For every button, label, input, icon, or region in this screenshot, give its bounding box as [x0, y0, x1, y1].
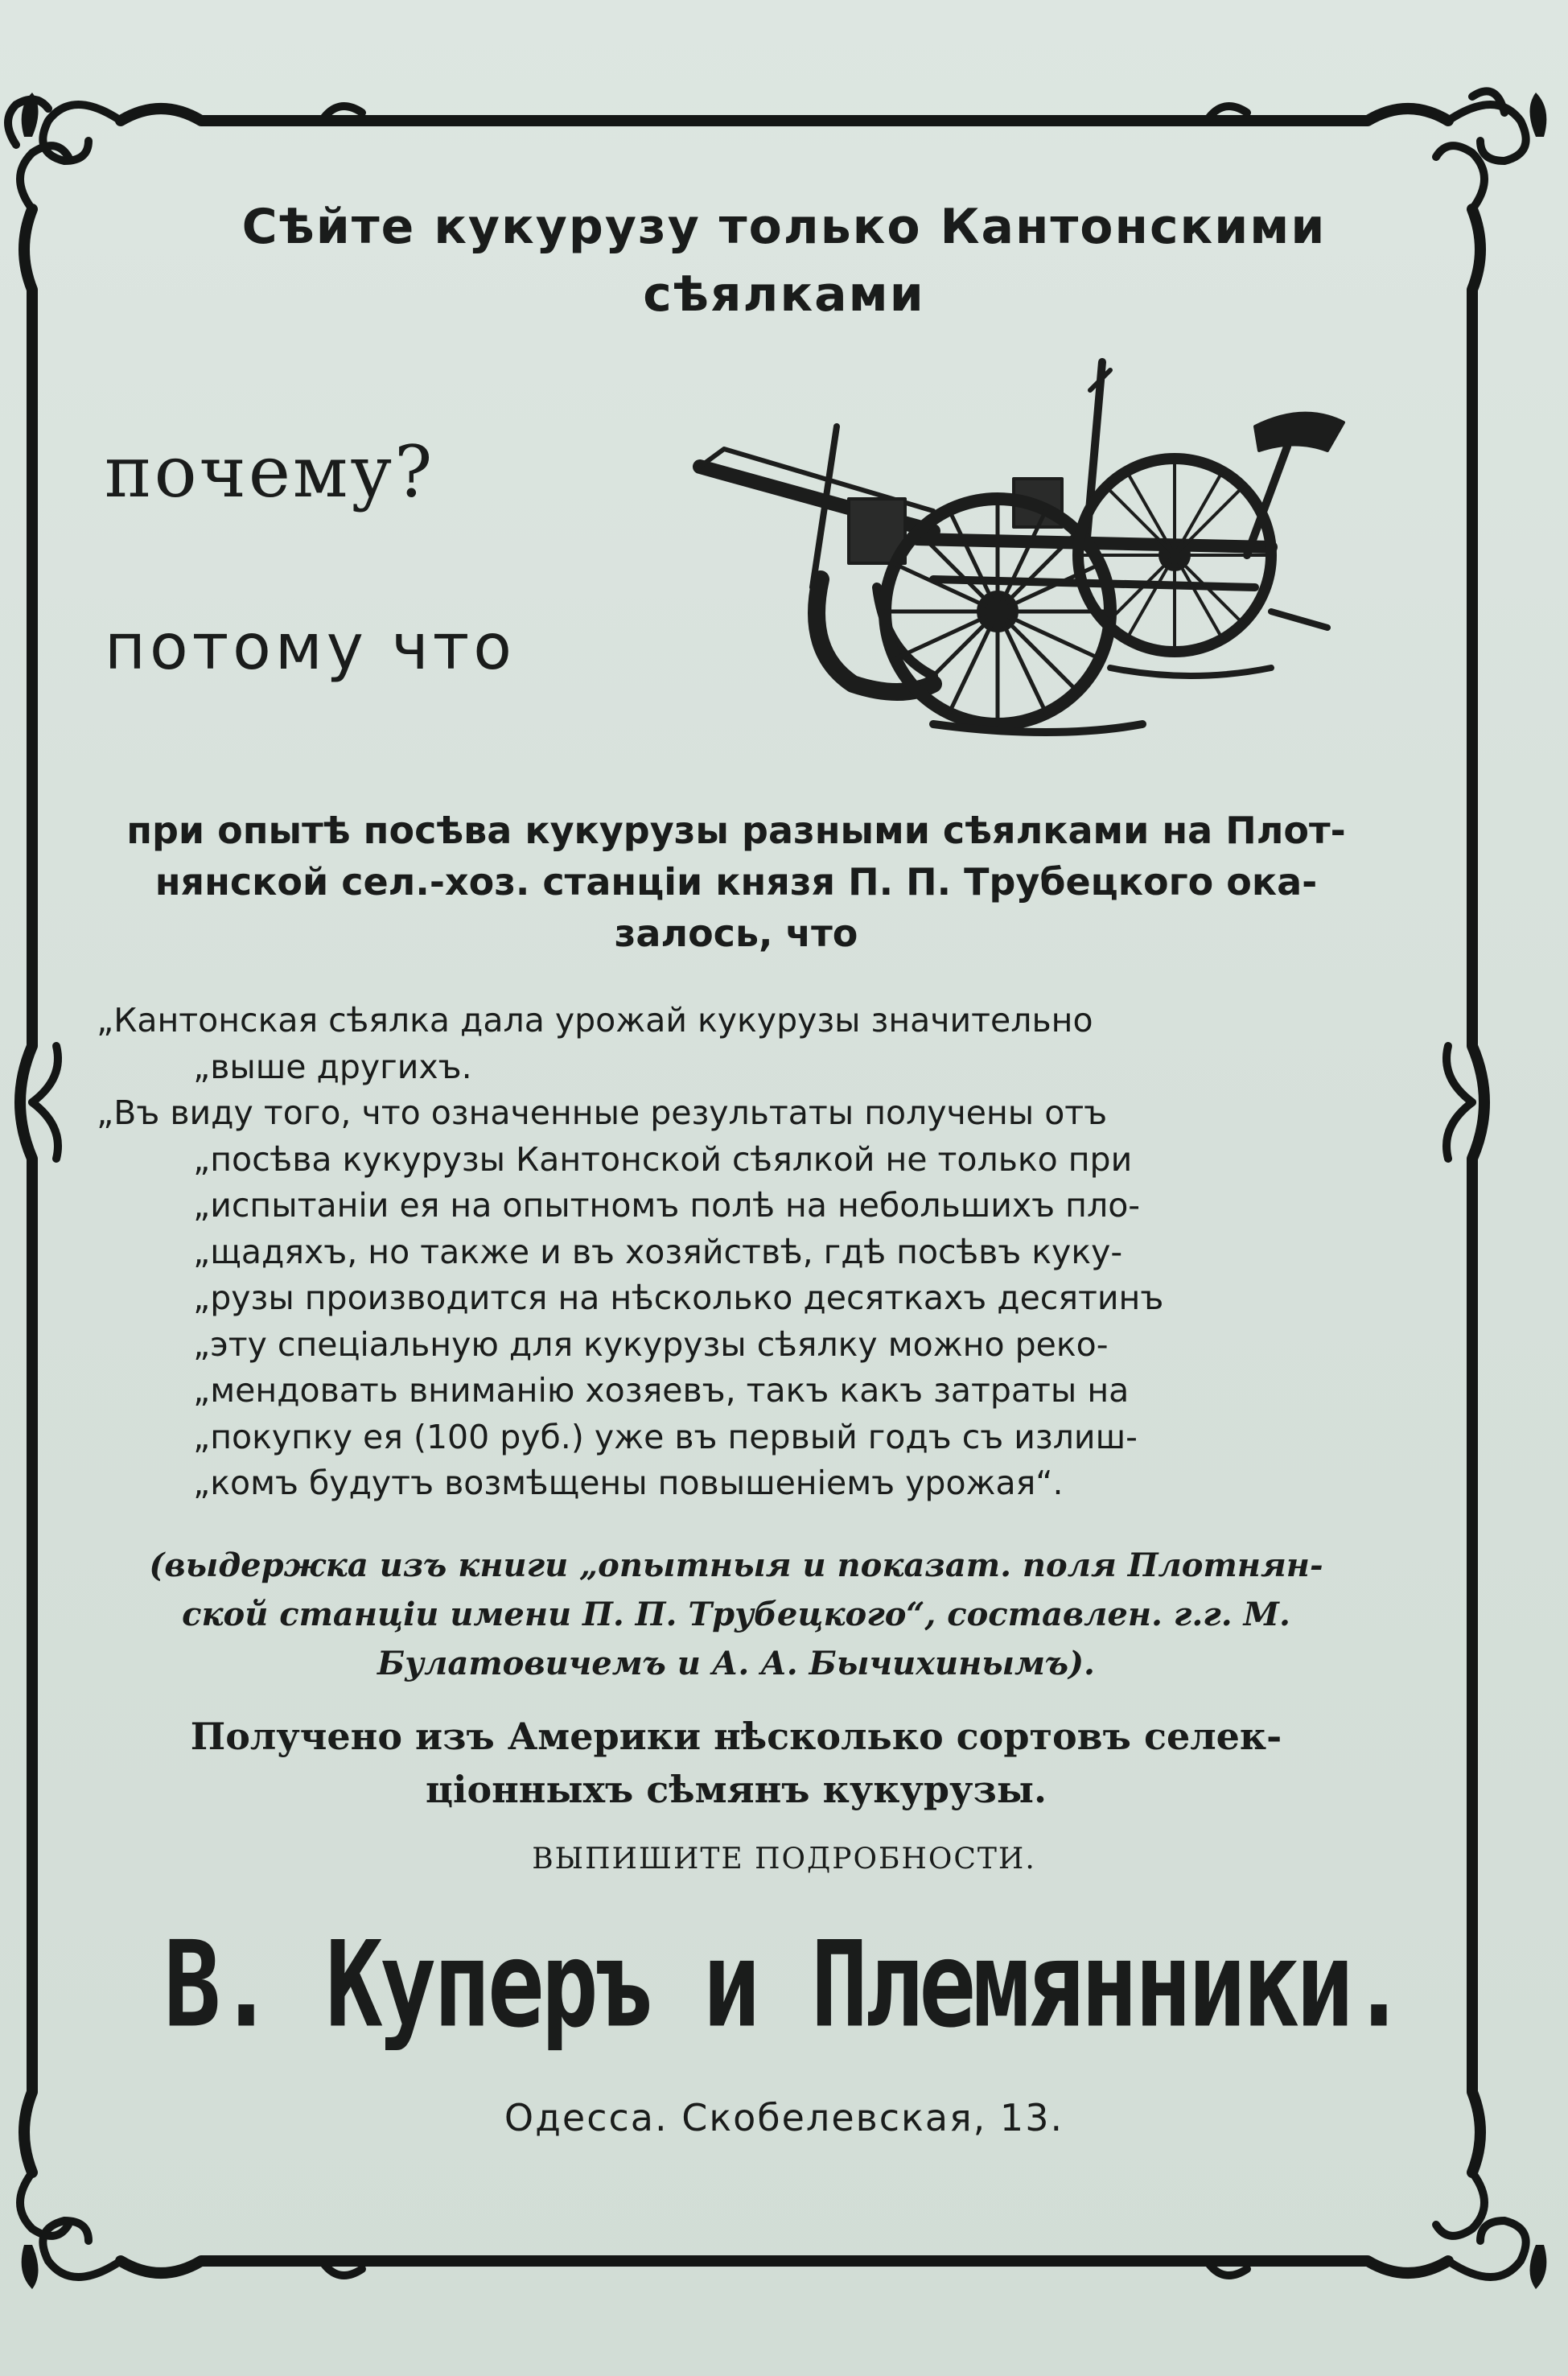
quote-block — [97, 998, 1384, 1507]
why-heading: почему? — [105, 430, 435, 513]
quote-line: „выше другихъ. — [193, 1047, 472, 1086]
company-address: Одесса. Скобелевская, 13. — [504, 2096, 1064, 2139]
headline — [0, 193, 1568, 328]
quote-line: „рузы производится на нѣсколько десяткахъ десятинъ — [193, 1279, 1164, 1317]
quote-line: „Въ виду того, что означенные результаты получены отъ — [97, 1093, 1108, 1132]
headline-line-2: сѣялками — [643, 266, 925, 323]
headline-line-1: Сѣйте кукурузу только Кантонскими — [241, 199, 1327, 255]
because-heading: потому что — [105, 612, 516, 684]
quote-line: „Кантонская сѣялка дала урожай кукурузы значительно — [97, 1001, 1093, 1040]
excerpt-citation — [88, 1541, 1384, 1688]
quote-line: „щадяхъ, но также и въ хозяйствѣ, гдѣ посѣвъ куку- — [193, 1232, 1123, 1271]
intro-line-2: нянской сел.-хоз. станціи князя П. П. Трубецкого ока- — [154, 860, 1318, 904]
quote-line: „мендовать вниманію хозяевъ, такъ какъ затраты на — [193, 1371, 1130, 1410]
received-line-2: ціонныхъ сѣмянъ кукурузы. — [425, 1768, 1047, 1811]
excerpt-line-3: Булатовичемъ и А. А. Бычихинымъ). — [377, 1645, 1095, 1682]
quote-line: „покупку ея (100 руб.) уже въ первый годъ съ излиш- — [193, 1417, 1138, 1456]
corn-planter-icon — [692, 346, 1352, 764]
intro-line-1: при опытѣ посѣва кукурузы разными сѣялками на Плот- — [126, 809, 1346, 852]
write-for-details: ВЫПИШИТЕ ПОДРОБНОСТИ. — [532, 1843, 1036, 1876]
received-line-1: Получено изъ Америки нѣсколько сортовъ селек- — [190, 1715, 1282, 1758]
quote-line: „испытаніи ея на опытномъ полѣ на небольшихъ пло- — [193, 1186, 1141, 1225]
intro-paragraph — [88, 805, 1384, 959]
received-notice — [88, 1710, 1384, 1816]
excerpt-line-1: (выдержка изъ книги „опытныя и показат. поля Плотнян- — [149, 1546, 1323, 1584]
intro-line-3: залось, что — [614, 912, 858, 955]
quote-line: „эту спеціальную для кукурузы сѣялку можно реко- — [193, 1324, 1109, 1364]
excerpt-line-2: ской станціи имени П. П. Трубецкого“, составлен. г.г. М. — [182, 1596, 1290, 1633]
quote-line: „посѣва кукурузы Кантонской сѣялкой не только при — [193, 1139, 1133, 1179]
quote-line: „комъ будутъ возмѣщены повышеніемъ урожая“. — [193, 1464, 1064, 1502]
company-name: В. Куперъ и Племянники. — [163, 1915, 1405, 2054]
